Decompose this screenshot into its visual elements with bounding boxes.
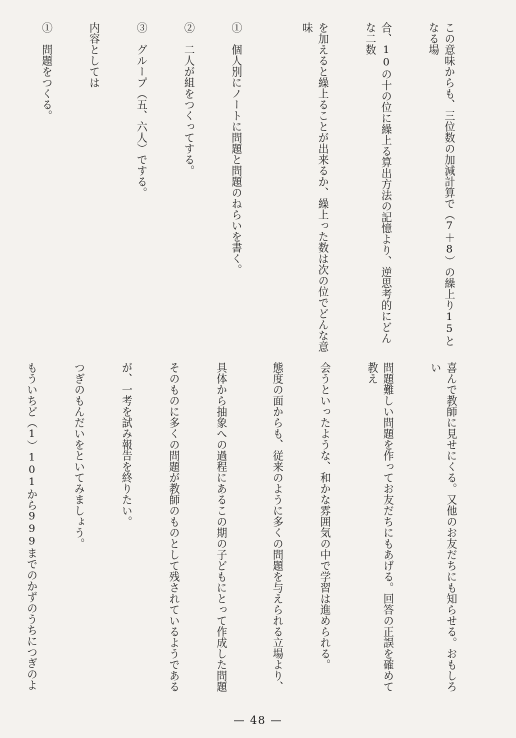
text-line: 内容としては: [88, 22, 101, 88]
text-line: が、一考を試み報告を終りたい。: [120, 362, 133, 527]
list-item: ① 問題をつくる。: [40, 22, 53, 121]
page-number: — 48 —: [233, 714, 283, 727]
list-item: ③ グループ（五、六人）でする。: [135, 22, 148, 198]
text-line: を加えると繰上ることが出来るか、繰上った数は次の位でどんな意味: [301, 22, 330, 352]
upper-left-text-block: [25, 22, 275, 352]
list-item: ① 個人別にノートに問題と問題のねらいを書く。: [230, 22, 243, 275]
lower-right-text-block: [265, 362, 490, 692]
worksheet-instruction: もういちど（1）101から999までのかずのうちにつぎのよ: [25, 362, 38, 691]
text-line: 具体から抽象への過程にあるこの期の子どもにとって作成した問題: [215, 362, 228, 692]
text-line: 問題難しい問題を作ってお友だちにもあげる。回答の正誤を確めて教え: [366, 362, 395, 692]
worksheet-heading: つぎのもんだいをといてみましょう。: [73, 362, 86, 549]
upper-right-text-block: [283, 22, 488, 352]
text-line: 喜んで教師に見せにくる。又他のお友だちにも知らせる。おもしろい: [429, 362, 458, 692]
lower-left-text-block: [25, 362, 260, 692]
text-line: 態度の面からも、従来のように多くの問題を与えられる立場より、: [271, 362, 284, 692]
text-line: この意味からも、三位数の加減計算で（7＋8）の繰上り15となる場: [427, 22, 456, 347]
text-line: そのものに多くの問題が教師のものとして残されているようである: [168, 362, 181, 692]
text-line: 合、10の十の位に繰上る算出方法の記憶より、逆思考的にどんな二数: [364, 22, 393, 344]
text-line: 会うといったような、和かな雰囲気の中で学習は進められる。: [319, 362, 332, 670]
list-item: ② 二人が組をつくってする。: [183, 22, 196, 176]
